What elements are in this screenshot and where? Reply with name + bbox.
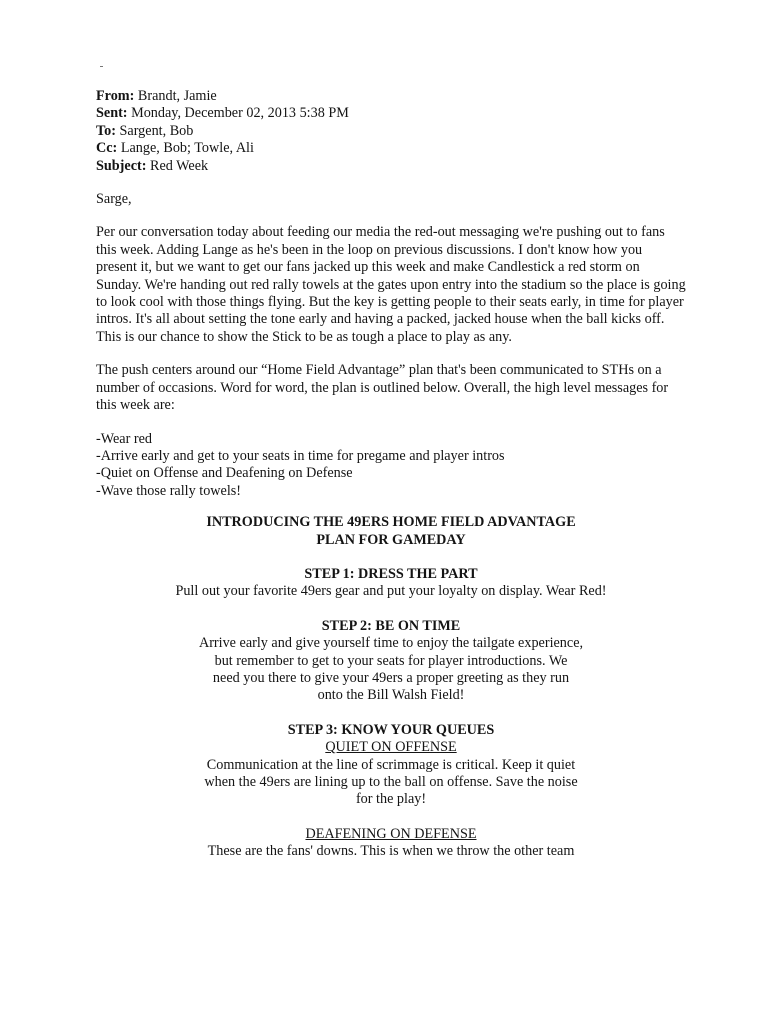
plan-title: INTRODUCING THE 49ERS HOME FIELD ADVANTAGE PLAN FOR GAMEDAY	[206, 514, 576, 548]
header-sent: Sent: Monday, December 02, 2013 5:38 PM	[96, 105, 349, 122]
list-item: -Arrive early and get to your seats in time for pregame and player intros	[96, 447, 505, 464]
step-3-title: STEP 3: KNOW YOUR QUEUES	[287, 721, 495, 738]
step-1-body: Pull out your favorite 49ers gear and put your loyalty on display. Wear Red!	[175, 583, 607, 600]
defense-body: These are the fans' downs. This is when we throw the other team	[207, 843, 575, 860]
header-from: From: Brandt, Jamie	[96, 88, 217, 104]
header-to: To: Sargent, Bob	[96, 122, 194, 139]
list-item: -Quiet on Offense and Deafening on Defense	[96, 465, 353, 482]
list-item: -Wave those rally towels!	[96, 482, 242, 499]
email-document	[96, 88, 686, 861]
step-1-title: STEP 1: DRESS THE PART	[304, 565, 478, 582]
header-cc: Cc: Lange, Bob; Towle, Ali	[96, 140, 254, 157]
list-item: -Wear red	[96, 430, 152, 447]
offense-body: Communication at the line of scrimmage is critical. Keep it quiet when the 49ers are lining up to the ball on offense. Save the noise for the play!	[204, 756, 578, 808]
body-paragraph-1: Per our conversation today about feeding our media the red-out messaging we're pushing out to fans this week. Adding Lange as he's been in the loop on previous discussions. I don't know how you present it, but we want to get our fans jacked up this week and make Candlestick a red storm on Sunday. We're handing out red rally towels at the gates upon entry into the stadium so the place is going to look cool with those things flying. But the key is getting people to their seats early, in time for player intros. It's all about setting the tone early and having a packed, jacked house when the ball kicks off. This is our chance to show the Stick to be as tough a place to play as any.	[96, 224, 686, 345]
scan-speck	[100, 66, 103, 67]
body-paragraph-2: The push centers around our “Home Field Advantage” plan that's been communicated to STHs on a number of occasions. Word for word, the plan is outlined below. Overall, the high level messages for this week are:	[96, 362, 669, 414]
offense-subtitle: QUIET ON OFFENSE	[325, 739, 457, 756]
message-list	[96, 431, 686, 501]
email-header	[96, 88, 686, 175]
header-subject: Subject: Red Week	[96, 157, 209, 174]
defense-subtitle: DEAFENING ON DEFENSE	[305, 825, 477, 842]
step-2-title: STEP 2: BE ON TIME	[321, 617, 461, 634]
step-2-body: Arrive early and give yourself time to enjoy the tailgate experience, but remember to get to your seats for player introductions. We need you there to give your 49ers a proper greeting as they run onto the Bill Walsh Field!	[198, 635, 584, 704]
greeting: Sarge,	[96, 191, 132, 208]
gameday-plan	[96, 514, 686, 861]
